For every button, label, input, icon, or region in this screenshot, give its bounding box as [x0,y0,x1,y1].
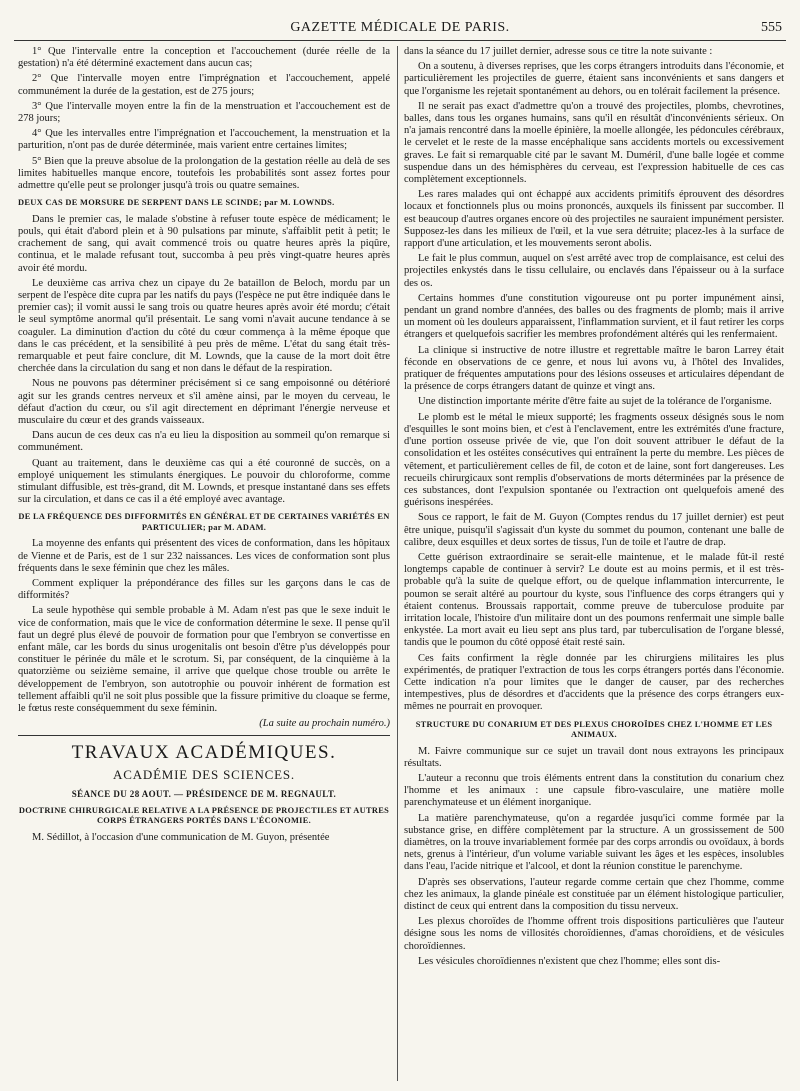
paragraph: 2° Que l'intervalle moyen entre l'imprégnation et l'accouchement, appelé communément la durée de la gestation, est de 275 jours; [18,73,390,97]
paragraph: dans la séance du 17 juillet dernier, adresse sous ce titre la note suivante : [404,46,713,57]
left-column [18,46,390,1081]
page-header [14,18,786,41]
paragraph: M. Sédillot, à l'occasion d'une communication de M. Guyon, présentée [32,831,330,843]
session-heading: SÉANCE DU 28 AOUT. — PRÉSIDENCE DE M. REGNAULT. [71,788,337,799]
paragraph: 4° Que les intervalles entre l'imprégnation et l'accouchement, la menstruation et la parturition, n'ont pas de durée déterminée, mais varient entre certaines limites; [18,128,390,152]
academy-heading: ACADÉMIE DES SCIENCES. [113,767,295,783]
section-heading: STRUCTURE DU CONARIUM ET DES PLEXUS CHOROÏDES CHEZ L'HOMME ET LES ANIMAUX. [415,719,773,740]
paragraph: M. Faivre communique sur ce sujet un travail dont nous extrayons les principaux résultats. [404,745,784,769]
page-number: 555 [761,20,782,35]
section-heading: DEUX CAS DE MORSURE DE SERPENT DANS LE SCINDE; par M. LOWNDS. [18,198,335,208]
paragraph: Dans aucun de ces deux cas n'a eu lieu la disposition au sommeil qu'on remarque si communément. [18,430,390,454]
paragraph: Le plomb est le métal le mieux supporté; les fragments osseux désignés sous le nom d'esquilles le sont moins bien, et c'est à l'enclavement, entre les extrémités d'une fracture, d'une portion osseuse privée de vie, que l'on doit souvent attribuer le défaut de la consolidation et les ostéites consécutives qui entraînent la perte du membre. Les pièces de vêtement, et particulièrement celles de fil, de coton et de laine, sont fort dangereuses. Les recueils chirurgicaux sont remplis d'observations de morts déterminées par la présence de ces substances, dont l'expulsion spontanée ou l'extraction ont quelquefois amené des guérisons inespérées. [404,411,784,509]
section-heading: DOCTRINE CHIRURGICALE RELATIVE A LA PRÉSENCE DE PROJECTILES ET AUTRES CORPS ÉTRANGERS PORTÉS DANS L'ÉCONOMIE. [18,805,390,826]
column-divider [397,46,398,1081]
paragraph: Le deuxième cas arriva chez un cipaye du 2e bataillon de Beloch, mordu par un serpent de l'espèce dite cupra par les natifs du pays (l'espèce ne put être indiquée dans le premier cas); il vomit aussi le sang trois ou quatre heures après avoir été mordu; c'était le seul symptôme anormal qu'il présentait. Le sang vomi n'avait aucune tendance à se coaguler. La diminution d'action du côté du cœur commença à la même époque que dans le cas précédent, et la sensibilité à peu près de même. L'état du sang était très-remarquable et peut faire conclure, dit M. Lownds, que la cause de la mort doit être cherchée dans la circulation du sang et non dans le défaut de la respiration. [18,277,390,375]
paragraph: Quant au traitement, dans le deuxième cas qui a été couronné de succès, on a employé uniquement les stimulants énergiques. Le pouvoir du chloroforme, comme stimulant diffusible, est très-grand, dit M. Lownds, et presque instantané dans ses effets sur la circulation, et dans ce cas il a été employé avec avantage. [18,457,390,506]
journal-title: GAZETTE MÉDICALE DE PARIS. [290,20,510,35]
paragraph: Sous ce rapport, le fait de M. Guyon (Comptes rendus du 17 juillet dernier) est peut être unique, puisqu'il s'agissait d'un kyste du sommet du poumon, contenant une balle de calibre, deux esquilles et deux sortes de tissus, l'un de toile et l'autre de drap. [404,512,784,548]
paragraph: D'après ses observations, l'auteur regarde comme certain que chez l'homme, comme chez les animaux, la glande pinéale est constituée par un élément histologique particulier, distinct de ceux qui entrent dans la composition du tissu nerveux. [404,876,784,912]
paragraph: Cette guérison extraordinaire se serait-elle maintenue, et le malade fût-il resté longtemps capable de continuer à servir? Le doute est au moins permis, et il est très-probable qu'à la suite de quelque effort, ou de quelque inflammation intercurrente, le poumon se serait altéré au pourtour du kyste, sous l'influence des corps étrangers qui y étaient contenus. Broussais rapportait, comme preuve de tuberculose produite par irritation locale, l'histoire d'un militaire dont un des poumons renfermait une simple balle enkystée. La mort avait eu lieu sept ans plus tard, par tuberculisation de l'organe blessé, tandis que le poumon du côté opposé était resté sain. [404,551,784,649]
paragraph: Ces faits confirment la règle donnée par les chirurgiens militaires les plus expérimentés, de pratiquer l'extraction de tous les corps étrangers portés dans l'économie. Cette indication n'a pour limites que le danger de causer, par des recherches intempestives, plus de désordres et d'accidents que la présence des corps étrangers eux-mêmes ne pourrait en provoquer. [404,652,784,713]
paragraph: Certains hommes d'une constitution vigoureuse ont pu porter impunément ainsi, pendant un grand nombre d'années, des balles ou des fragments de plomb; mais il arrive un moment où les douleurs apparaissent, l'inflammation survient, et il faut retirer les corps étrangers et quelquefois sacrifier les membres profondément altérés qui les renfermaient. [404,292,784,341]
paragraph: La matière parenchymateuse, qu'on a regardée jusqu'ici comme formée par la substance grise, en diffère complètement par la structure. A un grossissement de 500 diamètres, on la trouve invariablement formée par des corps arrondis ou ovoïdaux, à bords nets, grenus à l'intérieur, d'un volume variable suivant les âges et les espèces, insolubles dans l'eau, l'acide nitrique et l'alcool, et dont la réunion constitue le parenchyme. [404,812,784,873]
section-heading: DE LA FRÉQUENCE DES DIFFORMITÉS EN GÉNÉRAL ET DE CERTAINES VARIÉTÉS EN PARTICULIER; par M. ADAM. [18,512,390,532]
section-title: TRAVAUX ACADÉMIQUES. [71,742,337,764]
paragraph: Comment expliquer la prépondérance des filles sur les garçons dans le cas de difformités? [18,578,390,602]
paragraph: La clinique si instructive de notre illustre et regrettable maître le baron Larrey était féconde en observations de ce genre, et nous lui avons vu, à l'hôtel des Invalides, pratiquer de fréquentes amputations pour des lésions osseuses et articulaires dépendant de la présence de corps étrangers datant de quinze et vingt ans. [404,344,784,393]
paragraph: Les rares malades qui ont échappé aux accidents primitifs éprouvent des désordres locaux et fonctionnels plus ou moins prononcés, auxquels ils finissent par succomber. Il est beaucoup d'autres organes encore où des projectiles ne sauraient impunément persister. Supposez-les dans les milieux de l'œil, et la vue sera détruite; placez-les à la surface de rapport d'une articulation, et les mouvements seront abolis. [404,189,784,250]
paragraph: 5° Bien que la preuve absolue de la prolongation de la gestation réelle au delà de ses limites habituelles manque encore, toutefois les probabilités sont assez fortes pour admettre qu'elle peut se prolonger jusqu'à trois ou quatre semaines. [18,155,390,192]
paragraph: Nous ne pouvons pas déterminer précisément si ce sang empoisonné ou détérioré agit sur les grands centres nerveux et s'il amène ainsi, par le moyen du cerveau, le défaut d'action du cœur, ou s'il agit directement en déprimant l'énergie nerveuse et musculaire du cœur et des grands vaisseaux. [18,378,390,426]
paragraph: 1° Que l'intervalle entre la conception et l'accouchement (durée réelle de la gestation) n'a été déterminé exactement dans aucun cas; [18,46,390,70]
paragraph: La seule hypothèse qui semble probable à M. Adam n'est pas que le sexe induit le vice de conformation, mais que le vice de conformation détermine le sexe. Il pense qu'il faut un degré plus élevé de pouvoir de formation pour que l'embryon se convertisse en enfant mâle, car les bords du sinus urogenitalis ont besoin d'être p'us développés pour constituer le périnée du mâle et le scrotum. Si, par conséquent, de la cinquième à la quatorzième ou seizième semaine, il arrive que quelque chose trouble ou arrête le développement de l'embryon, son autotrophie ou pouvoir inhérent de formation est tellement affaibli qu'il ne soit plus possible que la fissure primitive du cloaque se ferme, le fœtus reste conséquemment du sexe féminin. [18,605,390,715]
paragraph: Le fait le plus commun, auquel on s'est arrêté avec trop de complaisance, est celui des projectiles enkystés dans le tissu cellulaire, ou enclavés dans l'épaisseur ou à la surface des os. [404,253,784,289]
paragraph: Les vésicules choroïdiennes n'existent que chez l'homme; elles sont dis- [418,955,721,967]
paragraph: 3° Que l'intervalle moyen entre la fin de la menstruation et l'accouchement est de 278 jours; [18,100,390,125]
continuation-note: (La suite au prochain numéro.) [259,718,390,730]
paragraph: Dans le premier cas, le malade s'obstine à refuser toute espèce de médicament; le pouls, qui était d'abord plein et à 90 pulsations par minute, s'affaiblit petit à petit; le crachement de sang, qui avait commencé trois ou quatre heures après la piqûre, continua, et le malade refusant tout, succomba à peu près vingt-quatre heures après avoir été mordu. [18,213,390,274]
paragraph: On a soutenu, à diverses reprises, que les corps étrangers introduits dans l'économie, et particulièrement les projectiles de guerre, étaient sans inconvénients et sans dangers et que l'organisme les rejetait spontanément au dehors, ou en tolérait facilement la présence. [404,61,784,97]
paragraph: Une distinction importante mérite d'être faite au sujet de la tolérance de l'organisme. [418,396,772,408]
section-rule [18,735,390,736]
paragraph: L'auteur a reconnu que trois éléments entrent dans la constitution du conarium chez l'homme et les animaux : une capsule fibro-vasculaire, une matière molle parenchymateuse et un élément inorganique. [404,772,784,809]
paragraph: La moyenne des enfants qui présentent des vices de conformation, dans les hôpitaux de Vienne et de Paris, est de 1 sur 232 naissances. Les vices de conformation sont plus fréquents dans le sexe féminin que chez les mâles. [18,538,390,574]
paragraph: Il ne serait pas exact d'admettre qu'on a trouvé des projectiles, plombs, chevrotines, balles, dans tous les organes humains, sans qu'il en résultât d'inconvénients sérieux. On n'a jamais rencontré dans la moelle épinière, la moelle allongée, les pédoncules cérébraux, le cervelet et le reste de la masse encéphalique sans accidents mortels ou excessivement graves. Le fait si remarquable cité par le savant M. Duméril, d'une balle logée et comme suspendue dans un des hémisphères du cerveau, est l'expression habituelle de ces cas complètement exceptionnels. [404,100,784,186]
right-column [404,46,784,1081]
paragraph: Les plexus choroïdes de l'homme offrent trois dispositions particulières que l'auteur désigne sous les noms de villosités choroïdiennes, d'amas choroïdiens, et de vésicules choroïdiennes. [404,916,784,952]
